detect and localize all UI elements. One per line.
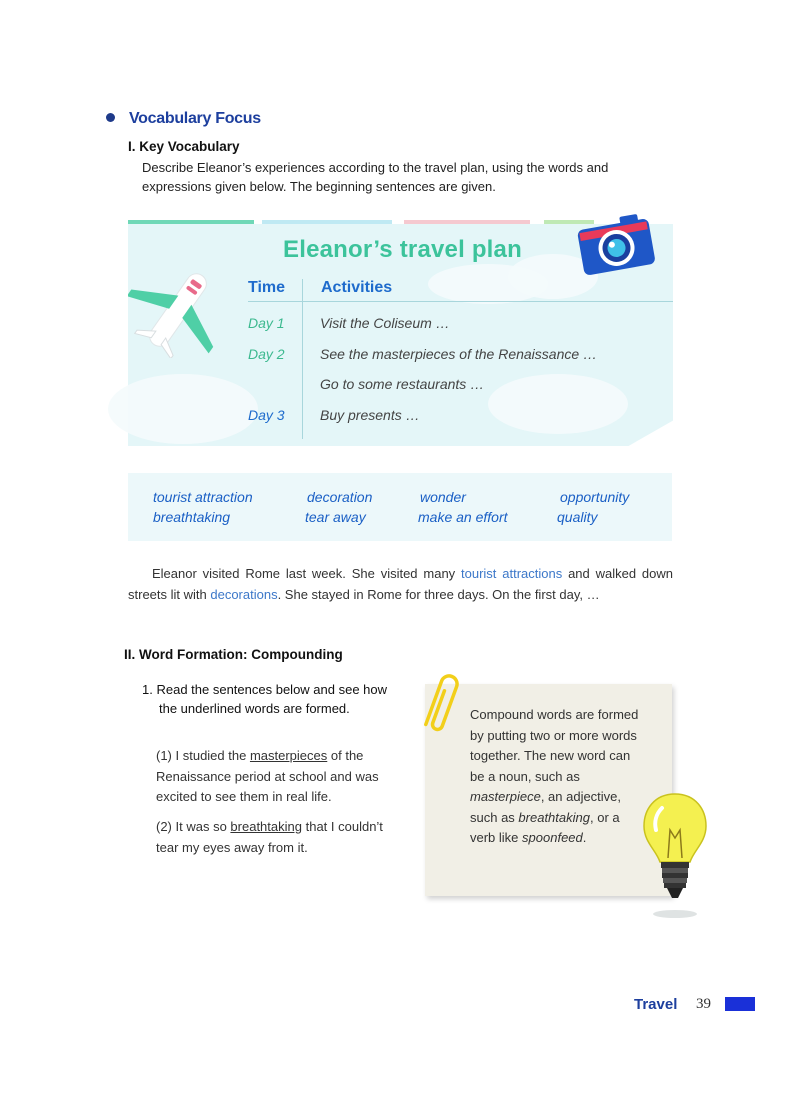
example-sentence: (1) I studied the masterpieces of the Renaissance period at school and was excited to see them in real life. [156, 748, 379, 804]
footer-accent-bar [725, 997, 755, 1011]
highlight-word: decorations [210, 587, 278, 602]
camera-icon [572, 212, 660, 278]
word-bank-item: tear away [305, 509, 366, 525]
note-text: Compound words are formed by putting two or more words together. The new word can be a noun, such as masterpiece, an adjective, such as breathtaking, or a verb like spoonfeed. [470, 707, 639, 845]
column-divider [302, 279, 303, 439]
word-bank-item: quality [557, 509, 598, 525]
word-bank-item: opportunity [560, 489, 630, 505]
word-bank-item: decoration [307, 489, 373, 505]
column-header-activities: Activities [321, 279, 393, 296]
lightbulb-icon [640, 790, 710, 920]
word-bank-item: tourist attraction [153, 489, 253, 505]
page-number: 39 [696, 996, 711, 1012]
word-bank-item: breathtaking [153, 509, 231, 525]
travel-plan-title: Eleanor’s travel plan [283, 236, 522, 263]
paperclip-icon [418, 668, 462, 738]
plan-day: Day 3 [248, 407, 285, 423]
plan-activity: Visit the Coliseum … [320, 315, 450, 331]
question: 1. Read the sentences below and see how the underlined words are formed. [142, 682, 388, 716]
underlined-word: breathtaking [230, 819, 302, 834]
footer-chapter-label: Travel [634, 996, 678, 1013]
word-bank-item: make an effort [418, 509, 508, 525]
plan-activity: Go to some restaurants … [320, 376, 485, 392]
example-sentence: (2) It was so breathtaking that I couldn’t tear my eyes away from it. [156, 819, 383, 855]
instructions: Describe Eleanor’s experiences according to the travel plan, using the words and expressions given below. The beginning sentences are given. [142, 160, 609, 194]
word-bank [128, 473, 672, 541]
sample-paragraph: Eleanor visited Rome last week. She visited many tourist attractions and walked down streets lit with decorations. She stayed in Rome for three days. On the first day, … [128, 566, 673, 602]
bullet-icon [106, 113, 115, 122]
key-vocabulary-heading: I. Key Vocabulary [128, 139, 240, 154]
airplane-icon [128, 262, 228, 358]
plan-day: Day 1 [248, 315, 285, 331]
plan-activity: See the masterpieces of the Renaissance … [320, 346, 598, 362]
highlight-word: tourist attractions [461, 566, 563, 581]
word-formation-heading: II. Word Formation: Compounding [124, 647, 343, 662]
column-header-time: Time [248, 279, 286, 296]
header-divider [248, 301, 673, 302]
word-bank-item: wonder [420, 489, 466, 505]
plan-day: Day 2 [248, 346, 285, 362]
underlined-word: masterpieces [249, 748, 328, 763]
section-title: Vocabulary Focus [129, 110, 261, 127]
plan-activity: Buy presents … [320, 407, 420, 423]
